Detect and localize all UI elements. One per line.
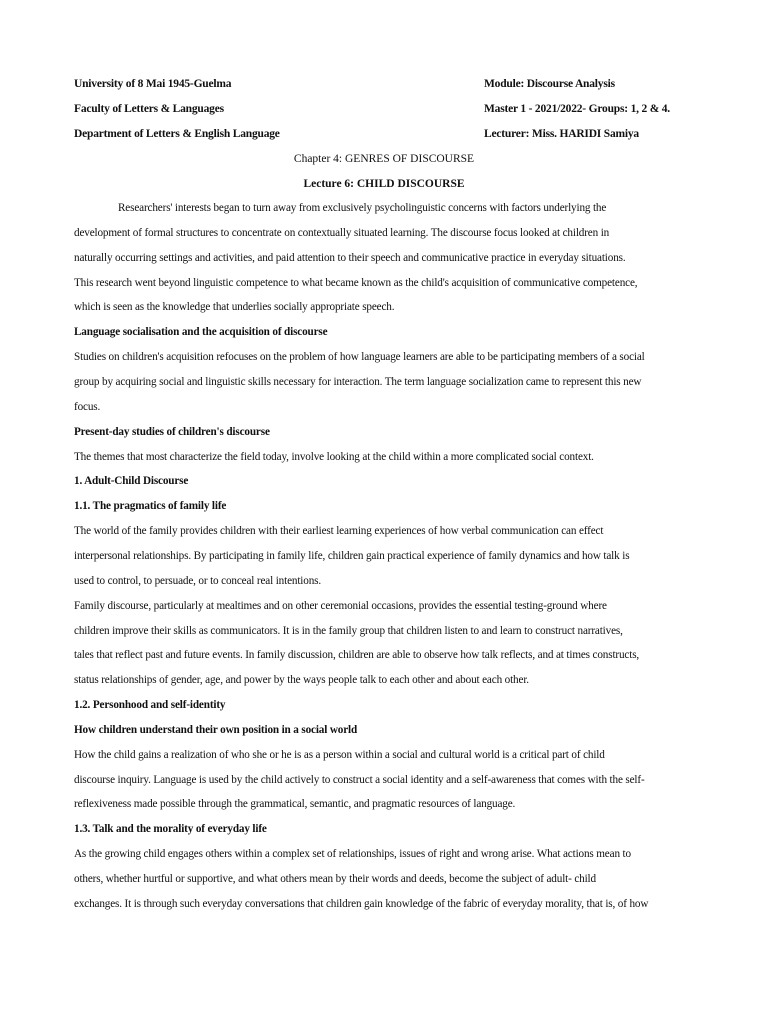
section-heading: Present-day studies of children's discourse (74, 425, 270, 438)
lecture-title: Lecture 6: CHILD DISCOURSE (303, 178, 465, 190)
section-heading: 1.2. Personhood and self-identity (74, 699, 226, 711)
body-text-line: which is seen as the knowledge that underlies socially appropriate speech. (74, 301, 395, 314)
body-text-line: tales that reflect past and future events. In family discussion, children are able to observe how talk reflects, and at times constructs, (74, 649, 640, 662)
body-text-line: others, whether hurtful or supportive, and what others mean by their words and deeds, become the subject of adult- child (74, 873, 596, 885)
body-text-line: status relationships of gender, age, and power by the ways people talk to each other and about each other. (74, 674, 529, 687)
body-text-line: exchanges. It is through such everyday conversations that children gain knowledge of the fabric of everyday morality, that is, of how (74, 897, 649, 910)
body-text-line: interpersonal relationships. By participating in family life, children gain practical experience of family dynamics and how talk is (74, 549, 630, 562)
lecturer-name: Lecturer: Miss. HARIDI Samiya (484, 128, 639, 140)
section-heading: How children understand their own position in a social world (74, 723, 358, 736)
body-text-line: children improve their skills as communicators. It is in the family group that children listen to and learn to construct narratives, (74, 624, 623, 637)
section-heading: 1. Adult-Child Discourse (74, 475, 189, 488)
body-text-line: As the growing child engages others within a complex set of relationships, issues of right and wrong arise. What actions mean to (74, 848, 631, 861)
body-text-line: discourse inquiry. Language is used by the child actively to construct a social identity and a self-awareness that comes with the self- (74, 773, 645, 786)
body-text-line: Studies on children's acquisition refocuses on the problem of how language learners are able to be participating members of a social (74, 351, 645, 364)
department-name: Department of Letters & English Language (74, 128, 280, 140)
body-text-line: reflexiveness made possible through the grammatical, semantic, and pragmatic resources of language. (74, 798, 516, 811)
university-name: University of 8 Mai 1945-Guelma (74, 78, 232, 90)
section-heading: 1.1. The pragmatics of family life (74, 500, 227, 513)
body-text-line: used to control, to persuade, or to conceal real intentions. (74, 574, 321, 587)
chapter-title: Chapter 4: GENRES OF DISCOURSE (293, 153, 475, 165)
body-text-line: group by acquiring social and linguistic skills necessary for interaction. The term language socialization came to represent this new (74, 376, 642, 388)
body-text-line: development of formal structures to concentrate on contextually situated learning. The discourse focus looked at children in (74, 226, 610, 239)
body-text-line: The world of the family provides children with their earliest learning experiences of how verbal communication can effect (74, 525, 604, 537)
section-heading: 1.3. Talk and the morality of everyday life (74, 823, 267, 836)
body-text-line: Researchers' interests began to turn away from exclusively psycholinguistic concerns with factors underlying the (118, 202, 607, 214)
body-text-line: This research went beyond linguistic competence to what became known as the child's acquisition of communicative competence, (74, 276, 638, 289)
body-text-line: focus. (74, 400, 101, 413)
course-groups: Master 1 - 2021/2022- Groups: 1, 2 & 4. (484, 103, 670, 115)
body-text-line: Family discourse, particularly at mealtimes and on other ceremonial occasions, provides the essential testing-ground where (74, 599, 607, 612)
body-text-line: How the child gains a realization of who she or he is as a person within a social and cultural world is a critical part of child (74, 748, 605, 761)
module-name: Module: Discourse Analysis (484, 78, 615, 90)
faculty-name: Faculty of Letters & Languages (74, 103, 224, 115)
body-text-line: naturally occurring settings and activities, and paid attention to their speech and communicative practice in everyday situations. (74, 251, 626, 264)
section-heading: Language socialisation and the acquisition of discourse (74, 326, 328, 339)
body-text-line: The themes that most characterize the field today, involve looking at the child within a more complicated social context. (74, 450, 594, 463)
